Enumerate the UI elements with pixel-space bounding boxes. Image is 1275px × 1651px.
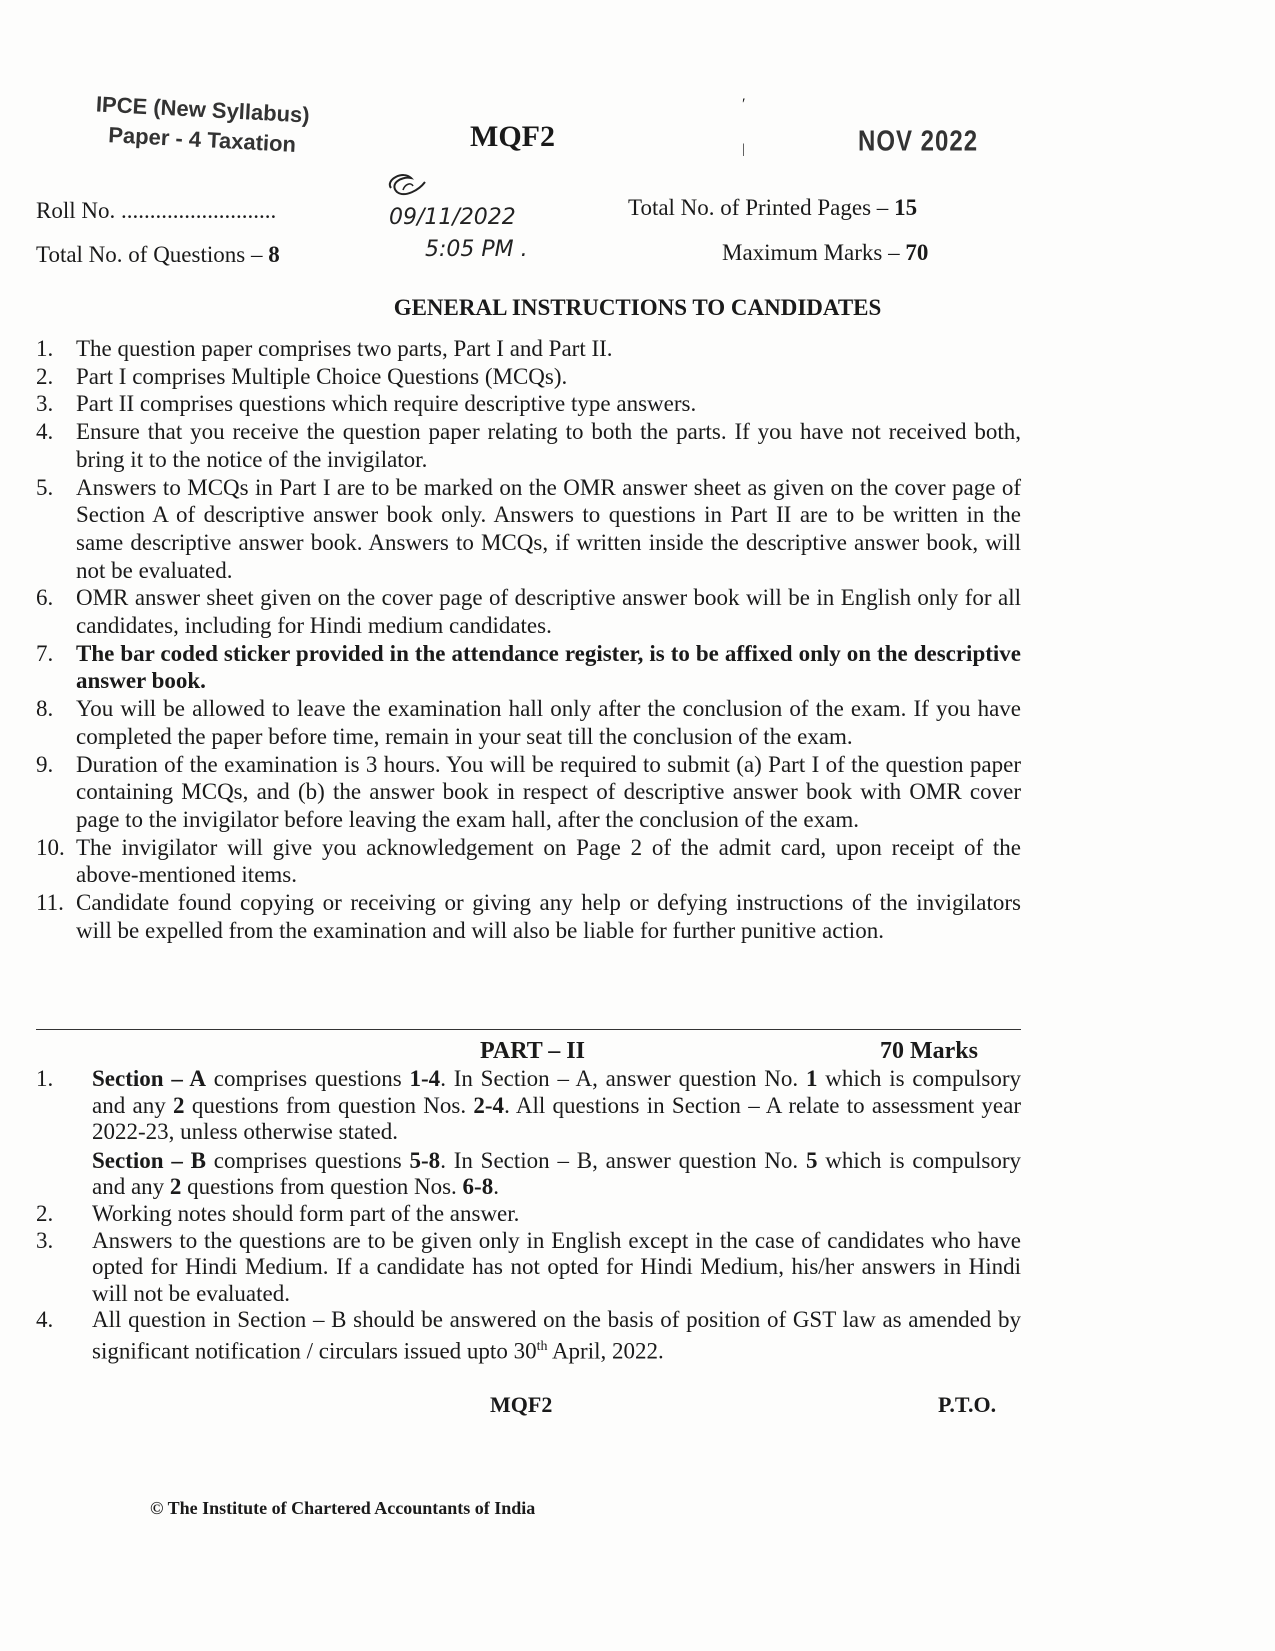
handwritten-signature (383, 168, 583, 268)
list-item (36, 363, 1021, 391)
maximum-marks-value: 70 (905, 240, 929, 265)
text-run: . In Section – B, answer question No. (440, 1147, 806, 1173)
item-number: 7. (36, 640, 54, 666)
text-run: Section – A (92, 1066, 206, 1091)
item-number: 4. (36, 1307, 54, 1333)
text-run: 5-8 (409, 1147, 441, 1173)
printed-pages (628, 195, 917, 221)
instructions-title: GENERAL INSTRUCTIONS TO CANDIDATES (393, 295, 882, 320)
item-text: Working notes should form part of the answer. (92, 1200, 520, 1226)
text-run: . In Section – A, answer question No. (440, 1066, 806, 1091)
instructions-list (36, 335, 1021, 944)
item-text: Part I comprises Multiple Choice Questions (MCQs). (76, 363, 568, 389)
item-text (92, 1148, 1021, 1201)
item-number-blank (36, 1148, 92, 1201)
text-run: 6-8 (462, 1174, 494, 1200)
part-title: PART – II (480, 1038, 585, 1064)
footer-paper-code: MQF2 (490, 1392, 553, 1417)
handwritten-time: 5:05 PM . (425, 237, 528, 262)
item-text: Answers to the questions are to be given only in English except in the case of candidates who have opted for Hindi Medium. If a candidate has not opted for Hindi Medium, his/her answers in Hindi will not be evaluated. (92, 1227, 1021, 1306)
copyright-notice: © The Institute of Chartered Accountants of India (150, 1498, 536, 1518)
maximum-marks-label: Maximum Marks – (722, 240, 906, 265)
course-name: IPCE (New Syllabus) (95, 91, 311, 128)
text-run: questions from question Nos. (181, 1174, 463, 1200)
list-item (36, 1148, 1021, 1201)
item-text (92, 1066, 1021, 1146)
item-number: 2. (36, 1200, 54, 1226)
list-item (36, 418, 1021, 473)
item-number: 5. (36, 474, 54, 500)
list-item (36, 640, 1021, 695)
item-text: The invigilator will give you acknowledgement on Page 2 of the admit card, upon receipt of the above-mentioned items. (76, 834, 1021, 888)
text-run: . (493, 1174, 499, 1200)
total-questions (36, 242, 280, 268)
paper-name: Paper - 4 Taxation (107, 122, 297, 157)
item-number: 2. (36, 363, 54, 389)
text-run: . All questions in Section – A relate to assessment year 2022-23, unless otherwise stated. (92, 1092, 1022, 1145)
list-item (36, 695, 1021, 750)
part2-instructions (36, 1066, 1021, 1365)
item-text: The question paper comprises two parts, Part I and Part II. (76, 336, 613, 361)
list-item (36, 751, 1021, 834)
item-text: The bar coded sticker provided in the attendance register, is to be affixed only on the descriptive answer book. (76, 640, 1021, 694)
handwritten-date: 09/11/2022 (389, 205, 516, 230)
item-number: 3. (36, 391, 54, 417)
text-run: which is compulsory and any (92, 1147, 1021, 1200)
item-text: Answers to MCQs in Part I are to be marked on the OMR answer sheet as given on the cover page of Section A of descriptive answer book only. Answers to questions in Part II are to be written in the same descriptive answer book. Answers to MCQs, if written inside the descriptive answer book, will not be evaluated. (76, 474, 1021, 583)
item-number: 4. (36, 419, 54, 445)
item-number: 11. (36, 890, 64, 916)
list-item (36, 1228, 1021, 1308)
list-item (36, 390, 1021, 418)
roll-no: Roll No. ........................... (36, 198, 277, 223)
total-questions-value: 8 (268, 242, 280, 267)
item-text: Duration of the examination is 3 hours. You will be required to submit (a) Part I of the question paper containing MCQs, and (b) the answer book in respect of descriptive answer book with OMR cover page to the invigilator before leaving the exam hall, after the conclusion of the exam. (76, 751, 1021, 832)
item-number: 6. (36, 585, 54, 611)
printed-pages-value: 15 (894, 195, 918, 220)
item-text: Candidate found copying or receiving or giving any help or defying instructions of the invigilators will be expelled from the examination and will also be liable for further punitive action. (76, 890, 1021, 943)
maximum-marks (722, 240, 928, 266)
paper-code: MQF2 (470, 120, 555, 153)
text-run: 2-4 (473, 1092, 505, 1118)
list-item (36, 1307, 1021, 1365)
text-run: 1 (805, 1066, 818, 1091)
item-text: Part II comprises questions which require descriptive type answers. (76, 391, 697, 417)
list-item (36, 584, 1021, 639)
item-number: 9. (36, 751, 54, 777)
list-item (36, 1066, 1021, 1146)
text-run: 1-4 (409, 1066, 441, 1091)
part-marks: 70 Marks (880, 1038, 978, 1064)
item-text (92, 1307, 1021, 1365)
item-number: 1. (36, 1066, 54, 1091)
scan-mark: | (742, 142, 745, 157)
list-item (36, 335, 1021, 363)
total-questions-label: Total No. of Questions – (36, 242, 269, 267)
list-item (36, 474, 1021, 585)
superscript: th (536, 1338, 548, 1354)
text-run: 2 (173, 1092, 185, 1118)
item-text: You will be allowed to leave the examination hall only after the conclusion of the exam. If you have completed the paper before time, remain in your seat till the conclusion of the exam. (76, 696, 1021, 749)
text-run: All question in Section – B should be answered on the basis of position of GST law as amended by significant notification / circulars issued upto 30 (92, 1307, 1021, 1364)
list-item (36, 834, 1021, 889)
text-run: which is compulsory and any (92, 1066, 1021, 1118)
session-stamp: NOV 2022 (858, 125, 979, 158)
section-divider (36, 1029, 1021, 1030)
item-text: OMR answer sheet given on the cover page of descriptive answer book will be in English only for all candidates, including for Hindi medium candidates. (76, 585, 1021, 639)
printed-pages-label: Total No. of Printed Pages – (628, 195, 895, 220)
text-run: questions from question Nos. (184, 1092, 474, 1118)
please-turn-over: P.T.O. (938, 1392, 997, 1417)
text-run: Section – B (92, 1147, 206, 1173)
text-run: 2 (169, 1174, 182, 1200)
list-item (36, 889, 1021, 944)
item-number: 8. (36, 696, 54, 722)
list-item (36, 1201, 1021, 1228)
course-stamp (94, 89, 311, 160)
item-number: 1. (36, 336, 54, 361)
item-number: 3. (36, 1227, 54, 1253)
text-run: 5 (805, 1147, 818, 1173)
item-text: Ensure that you receive the question paper relating to both the parts. If you have not received both, bring it to the notice of the invigilator. (76, 419, 1021, 472)
item-number: 10. (36, 834, 65, 860)
text-run: April, 2022. (547, 1338, 664, 1364)
text-run: comprises questions (205, 1147, 410, 1173)
scan-mark: ′ (742, 96, 746, 113)
text-run: comprises questions (205, 1066, 410, 1091)
